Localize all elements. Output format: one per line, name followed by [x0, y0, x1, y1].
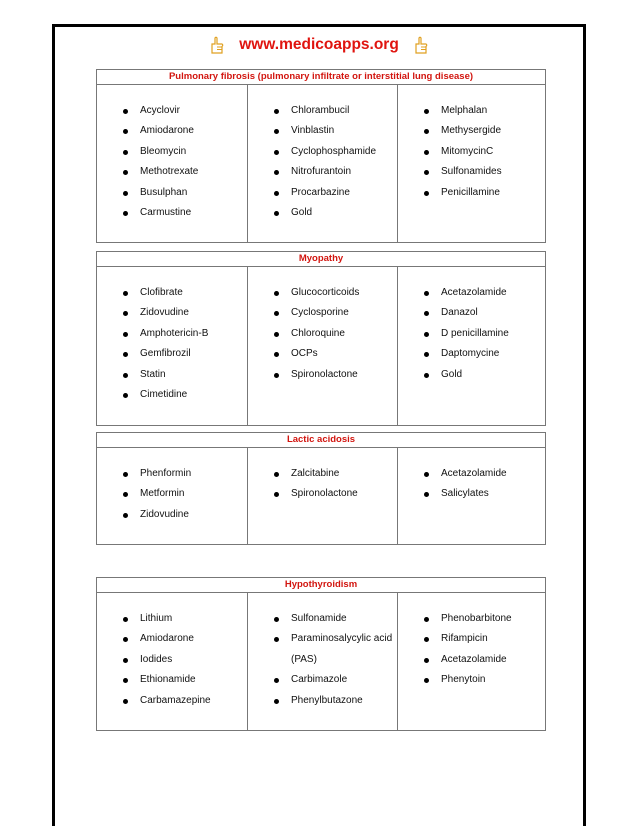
list-item: [97, 505, 247, 525]
table-column: [97, 267, 247, 425]
bullet-icon: [424, 352, 429, 357]
drug-name: Methysergide: [441, 125, 502, 137]
list-item: [97, 344, 247, 364]
bullet-icon: [123, 373, 128, 378]
list-item: [398, 324, 545, 344]
list-item: [97, 203, 247, 223]
bullet-icon: [274, 373, 279, 378]
bullet-icon: [424, 373, 429, 378]
list-item: [248, 183, 397, 203]
drug-name: Lithium: [140, 613, 173, 624]
list-item: [248, 609, 397, 629]
table-column: [247, 85, 397, 242]
bullet-icon: [274, 699, 279, 704]
list-item: [398, 303, 545, 323]
table-title: Myopathy: [97, 252, 545, 267]
page-border-top: [52, 24, 586, 27]
bullet-icon: [274, 332, 279, 337]
list-item: [248, 464, 397, 484]
bullet-icon: [274, 129, 279, 134]
list-item: [97, 303, 247, 323]
bullet-icon: [424, 150, 429, 155]
drug-name: Nitrofurantoin: [291, 166, 352, 178]
list-item: [97, 324, 247, 344]
drug-name: Bleomycin: [140, 145, 187, 157]
drug-name: Busulphan: [140, 186, 188, 198]
list-item: [248, 303, 397, 323]
drug-name: Penicillamine: [441, 186, 500, 198]
drug-name: Methotrexate: [140, 166, 199, 178]
list-item: [398, 162, 545, 182]
drug-name: Zalcitabine: [291, 468, 340, 479]
drug-name: Carbamazepine: [140, 694, 211, 706]
drug-name: Phenformin: [140, 468, 192, 479]
bullet-icon: [424, 332, 429, 337]
list-item: [248, 283, 397, 303]
list-item: [248, 142, 397, 162]
drug-name: D penicillamine: [441, 327, 509, 339]
bullet-icon: [424, 109, 429, 114]
drug-name: Zidovudine: [140, 307, 189, 319]
list-item: [97, 609, 247, 629]
drug-name: Salicylates: [441, 488, 489, 500]
table-column: [397, 267, 545, 425]
drug-name: Acetazolamide: [441, 468, 507, 479]
list-item: [97, 691, 247, 711]
drug-name: Acyclovir: [140, 105, 181, 116]
bullet-icon: [274, 211, 279, 216]
list-item: [248, 629, 397, 649]
list-item: [398, 283, 545, 303]
table-title: Hypothyroidism: [97, 578, 545, 593]
list-item: [97, 283, 247, 303]
drug-name: Rifampicin: [441, 633, 488, 645]
bullet-icon: [274, 637, 279, 642]
table-column: [247, 267, 397, 425]
list-item: [398, 464, 545, 484]
bullet-icon: [123, 109, 128, 114]
table-column: [247, 593, 397, 730]
bullet-icon: [424, 678, 429, 683]
drug-name: Gold: [441, 368, 463, 380]
drug-name: Acetazolamide: [441, 287, 507, 298]
list-item: [97, 142, 247, 162]
bullet-icon: [424, 311, 429, 316]
drug-name: Gold: [291, 206, 313, 218]
list-item: [398, 365, 545, 385]
bullet-icon: [274, 150, 279, 155]
drug-name: Melphalan: [441, 105, 488, 116]
list-item: [398, 121, 545, 141]
table-column: [397, 593, 545, 730]
bullet-icon: [424, 617, 429, 622]
bullet-icon: [123, 658, 128, 663]
table-pulmonary-fibrosis: [96, 69, 546, 243]
list-item: [398, 609, 545, 629]
bullet-icon: [123, 393, 128, 398]
drug-name: Acetazolamide: [441, 653, 507, 665]
drug-name: Chloroquine: [291, 327, 345, 339]
bullet-icon: [123, 492, 128, 497]
list-item: [97, 464, 247, 484]
list-item: [97, 121, 247, 141]
bullet-icon: [123, 291, 128, 296]
list-item: [398, 101, 545, 121]
list-item: [248, 670, 397, 690]
table-column: [397, 448, 545, 544]
list-item: [97, 385, 247, 405]
drug-name: Chlorambucil: [291, 105, 350, 116]
drug-name: (PAS): [291, 653, 317, 665]
drug-name: Phenylbutazone: [291, 694, 363, 706]
bullet-icon: [123, 170, 128, 175]
bullet-icon: [123, 617, 128, 622]
bullet-icon: [424, 191, 429, 196]
bullet-icon: [424, 129, 429, 134]
drug-name: Sulfonamide: [291, 613, 347, 624]
drug-name: Glucocorticoids: [291, 287, 360, 298]
list-item: [248, 365, 397, 385]
drug-name: Gemfibrozil: [140, 348, 191, 360]
drug-name: OCPs: [291, 348, 318, 360]
bullet-icon: [274, 311, 279, 316]
drug-name: Daptomycine: [441, 348, 500, 360]
drug-name: Carbimazole: [291, 674, 348, 686]
table-column: [97, 85, 247, 242]
drug-name: Metformin: [140, 488, 185, 500]
drug-name: Amiodarone: [140, 633, 194, 645]
table-hypothyroidism: [96, 577, 546, 731]
page-border-left: [52, 24, 55, 826]
list-item: [97, 484, 247, 504]
list-item: [398, 484, 545, 504]
bullet-icon: [274, 109, 279, 114]
list-item: [398, 183, 545, 203]
bullet-icon: [123, 699, 128, 704]
list-item: [248, 344, 397, 364]
bullet-icon: [274, 617, 279, 622]
drug-name: Phenytoin: [441, 674, 486, 686]
table-title: Pulmonary fibrosis (pulmonary infiltrate or interstitial lung disease): [97, 70, 545, 85]
list-item: [248, 484, 397, 504]
bullet-icon: [424, 170, 429, 175]
site-url: www.medicoapps.org: [239, 36, 399, 53]
bullet-icon: [274, 678, 279, 683]
drug-name: Cyclosporine: [291, 307, 349, 319]
bullet-icon: [274, 492, 279, 497]
list-item: [248, 203, 397, 223]
drug-name: Iodides: [140, 653, 173, 665]
drug-name: Amiodarone: [140, 125, 194, 137]
bullet-icon: [424, 658, 429, 663]
drug-name: MitomycinC: [441, 145, 494, 157]
bullet-icon: [123, 352, 128, 357]
bullet-icon: [274, 170, 279, 175]
list-item: [398, 650, 545, 670]
list-item: [398, 142, 545, 162]
bullet-icon: [274, 191, 279, 196]
page-border-right: [583, 24, 586, 826]
bullet-icon: [274, 352, 279, 357]
list-item: [248, 650, 397, 670]
list-item: [97, 162, 247, 182]
drug-name: Danazol: [441, 307, 478, 319]
drug-name: Statin: [140, 368, 166, 380]
list-item: [398, 344, 545, 364]
list-item: [97, 101, 247, 121]
bullet-icon: [123, 191, 128, 196]
drug-name: Clofibrate: [140, 287, 183, 298]
bullet-icon: [123, 637, 128, 642]
list-item: [97, 670, 247, 690]
bullet-icon: [123, 472, 128, 477]
list-item: [248, 162, 397, 182]
drug-name: Procarbazine: [291, 186, 350, 198]
drug-name: Spironolactone: [291, 488, 358, 500]
bullet-icon: [424, 637, 429, 642]
hand-pointing-icon: [413, 36, 429, 54]
list-item: [97, 183, 247, 203]
table-title: Lactic acidosis: [97, 433, 545, 448]
table-column: [97, 593, 247, 730]
drug-name: Cimetidine: [140, 388, 188, 400]
bullet-icon: [424, 492, 429, 497]
table-column: [397, 85, 545, 242]
list-item: [398, 629, 545, 649]
drug-name: Zidovudine: [140, 508, 189, 520]
list-item: [248, 691, 397, 711]
bullet-icon: [123, 311, 128, 316]
drug-name: Sulfonamides: [441, 166, 502, 178]
table-column: [97, 448, 247, 544]
table-column: [247, 448, 397, 544]
bullet-icon: [123, 150, 128, 155]
bullet-icon: [123, 332, 128, 337]
drug-name: Vinblastin: [291, 125, 335, 137]
table-myopathy: [96, 251, 546, 426]
bullet-icon: [274, 472, 279, 477]
drug-name: Phenobarbitone: [441, 613, 512, 624]
bullet-icon: [424, 291, 429, 296]
list-item: [248, 101, 397, 121]
hand-pointing-icon: [209, 36, 225, 54]
list-item: [97, 365, 247, 385]
drug-name: Spironolactone: [291, 368, 358, 380]
page-header: [0, 36, 638, 62]
list-item: [398, 670, 545, 690]
bullet-icon: [123, 211, 128, 216]
list-item: [248, 324, 397, 344]
bullet-icon: [424, 472, 429, 477]
list-item: [248, 121, 397, 141]
table-lactic-acidosis: [96, 432, 546, 545]
drug-name: Cyclophosphamide: [291, 145, 377, 157]
drug-name: Paraminosalycylic acid: [291, 633, 393, 645]
drug-name: Ethionamide: [140, 674, 196, 686]
list-item: [97, 650, 247, 670]
bullet-icon: [123, 513, 128, 518]
bullet-icon: [123, 129, 128, 134]
drug-name: Amphotericin-B: [140, 327, 209, 339]
bullet-icon: [123, 678, 128, 683]
list-item: [97, 629, 247, 649]
drug-name: Carmustine: [140, 206, 192, 218]
bullet-icon: [274, 291, 279, 296]
